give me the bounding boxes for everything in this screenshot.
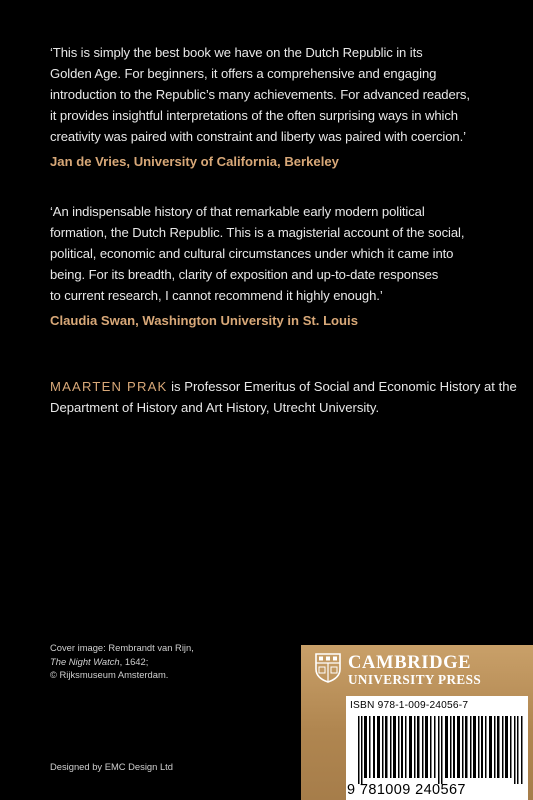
publisher-name: CAMBRIDGE — [348, 652, 472, 673]
cover-credit-museum: © Rijksmuseum Amsterdam. — [50, 669, 169, 680]
barcode-digits: 9 781009 240567 — [347, 782, 466, 798]
cover-image-credit — [50, 641, 194, 682]
review-quote-2: ‘An indispensable history of that remarkable early modern political formation, the Dutch Republic. This is a magisterial account of the social, political, economic and cultural circumstances under which it came into being. For its breadth, clarity of exposition and up-to-date responses to current research, I cannot recommend it highly enough.’ — [50, 204, 465, 303]
barcode-bars — [358, 716, 524, 784]
barcode-label — [346, 696, 528, 800]
publisher-subtitle: UNIVERSITY PRESS — [348, 672, 482, 687]
isbn-text: ISBN 978-1-009-24056-7 — [350, 700, 469, 711]
publisher-logo — [315, 653, 515, 687]
author-bio — [50, 376, 520, 418]
cover-credit-line1: Cover image: Rembrandt van Rijn, — [50, 642, 194, 653]
cambridge-crest-icon — [315, 653, 341, 683]
publisher-panel — [301, 645, 533, 800]
review-attribution-2: Claudia Swan, Washington University in St. Louis — [50, 313, 358, 328]
review-attribution-1: Jan de Vries, University of California, Berkeley — [50, 154, 339, 169]
cover-credit-artwork-title: The Night Watch — [50, 655, 120, 667]
designer-credit: Designed by EMC Design Ltd — [50, 761, 173, 772]
author-bio-text: is Professor Emeritus of Social and Economic History at the Department of History and Art History, Utrecht University. — [50, 379, 517, 415]
cover-credit-year: , 1642; — [119, 655, 149, 667]
author-name: MAARTEN PRAK — [50, 379, 168, 394]
review-quote-1: ‘This is simply the best book we have on the Dutch Republic in its Golden Age. For beginners, it offers a comprehensive and engaging introduction to the Republic’s many achievements. For advanced readers, it provides insightful interpretations of the often surprising ways in which creativity was paired with constraint and liberty was paired with coercion.’ — [50, 45, 470, 144]
